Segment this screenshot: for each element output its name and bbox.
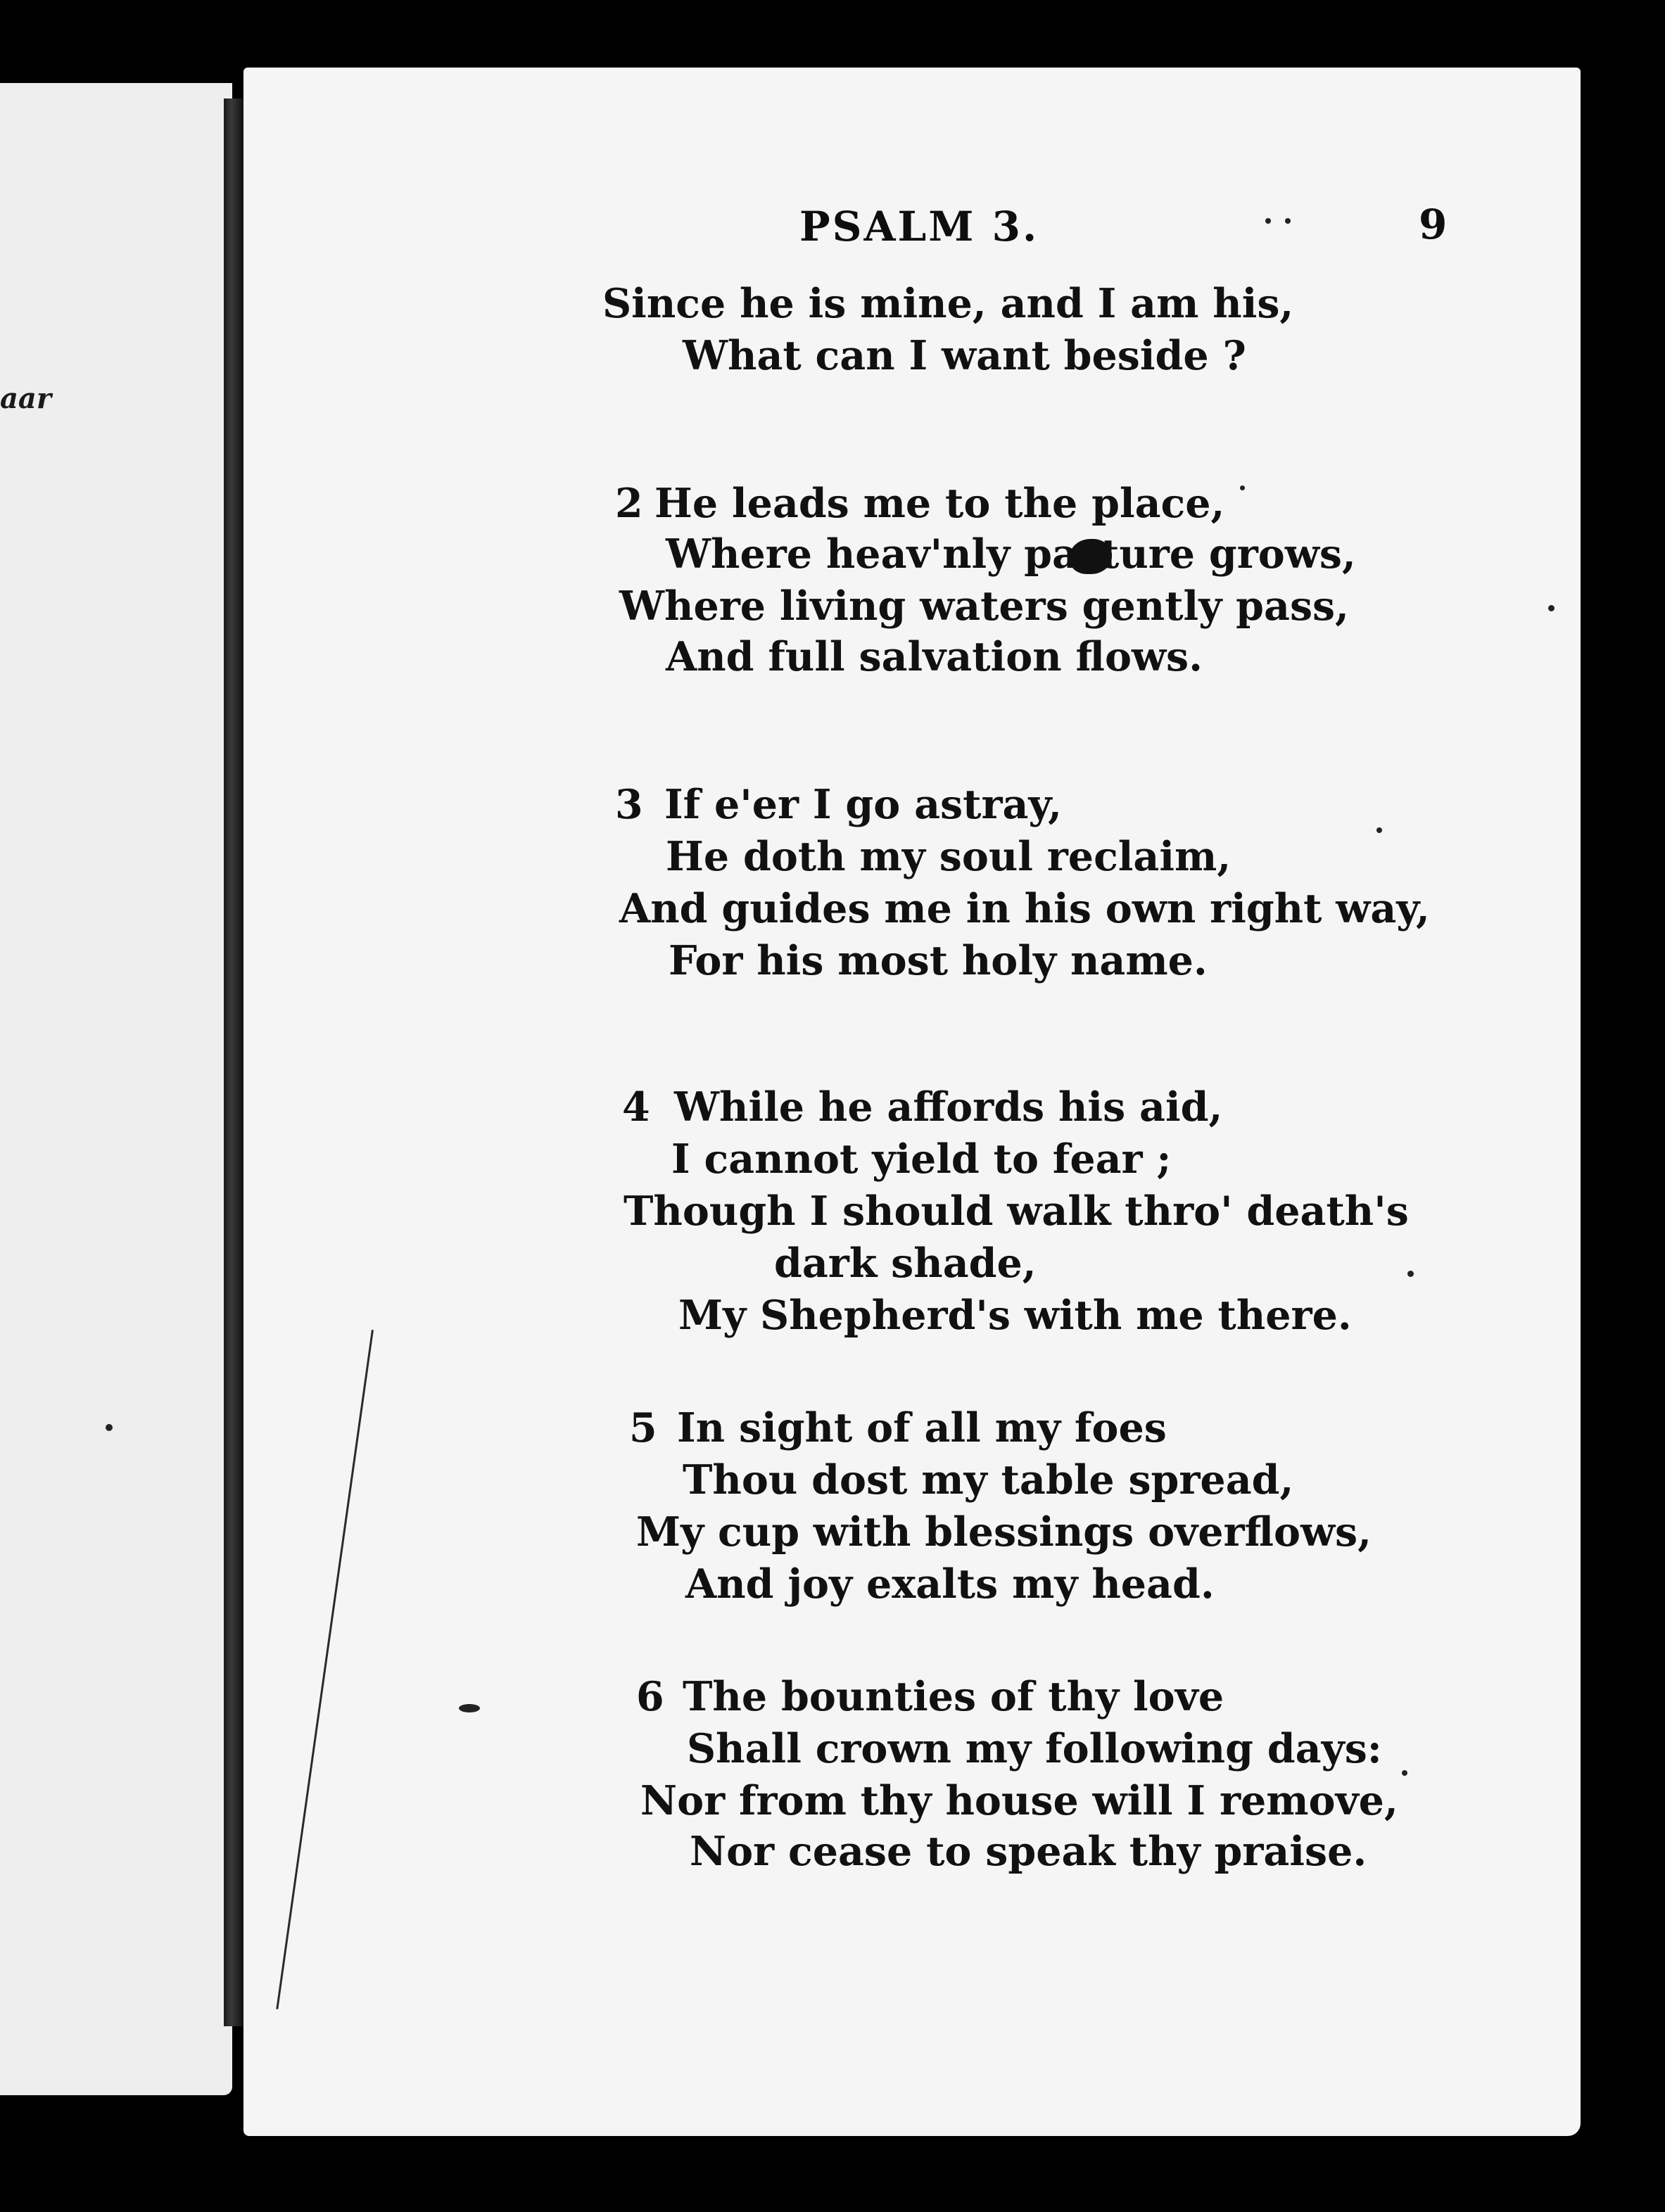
verse-line: dark shade, (774, 1240, 1037, 1287)
stanza-number: 3 (615, 781, 643, 828)
verse-line: Nor cease to speak thy praise. (690, 1828, 1367, 1875)
speck (459, 1704, 480, 1712)
stanza-number: 4 (622, 1083, 650, 1131)
verse-line: Nor from thy house will I remove, (640, 1777, 1398, 1824)
verse-line: If e'er I go astray, (664, 781, 1062, 828)
verse-line: Shall crown my following days: (687, 1725, 1382, 1772)
book-spine-shadow (224, 98, 243, 2026)
verse-line: While he affords his aid, (674, 1083, 1223, 1131)
speck (106, 1424, 113, 1431)
verse-line: He doth my soul reclaim, (666, 833, 1232, 880)
verse-line: And joy exalts my head. (685, 1561, 1215, 1608)
stanza-number: 2 (615, 480, 643, 527)
speck (1285, 218, 1291, 224)
verse-line: My cup with blessings overflows, (636, 1508, 1372, 1556)
speck (1548, 605, 1555, 611)
stanza-number: 5 (629, 1404, 657, 1451)
verse-line: And guides me in his own right way, (619, 885, 1430, 932)
verse-line: I cannot yield to fear ; (671, 1136, 1172, 1183)
stanza-number: 6 (636, 1673, 664, 1720)
verse-line: He leads me to the place, (654, 480, 1225, 527)
verse-line: And full salvation flows. (666, 633, 1203, 680)
verse-line: Where heav'nly pasture grows, (666, 530, 1356, 578)
speck (1265, 218, 1271, 224)
verse-line: Though I should walk thro' death's (623, 1188, 1409, 1235)
left-page-edge (0, 83, 232, 2095)
speck (1240, 485, 1245, 490)
verse-line: Thou dost my table spread, (683, 1456, 1294, 1504)
speck (1407, 1271, 1414, 1277)
verse-line: Since he is mine, and I am his, (602, 280, 1294, 327)
speck (1402, 1770, 1407, 1776)
verse-line: My Shepherd's with me there. (678, 1292, 1352, 1339)
verse-line: For his most holy name. (669, 937, 1208, 984)
left-page-text-fragment: aar (0, 382, 51, 415)
page-number: 9 (1419, 201, 1448, 248)
verse-line: The bounties of thy love (683, 1673, 1224, 1720)
verse-line: What can I want beside ? (683, 332, 1246, 379)
verse-line: In sight of all my foes (677, 1404, 1167, 1451)
speck (1376, 827, 1382, 833)
page-title: PSALM 3. (799, 203, 1039, 250)
verse-line: Where living waters gently pass, (619, 583, 1349, 630)
